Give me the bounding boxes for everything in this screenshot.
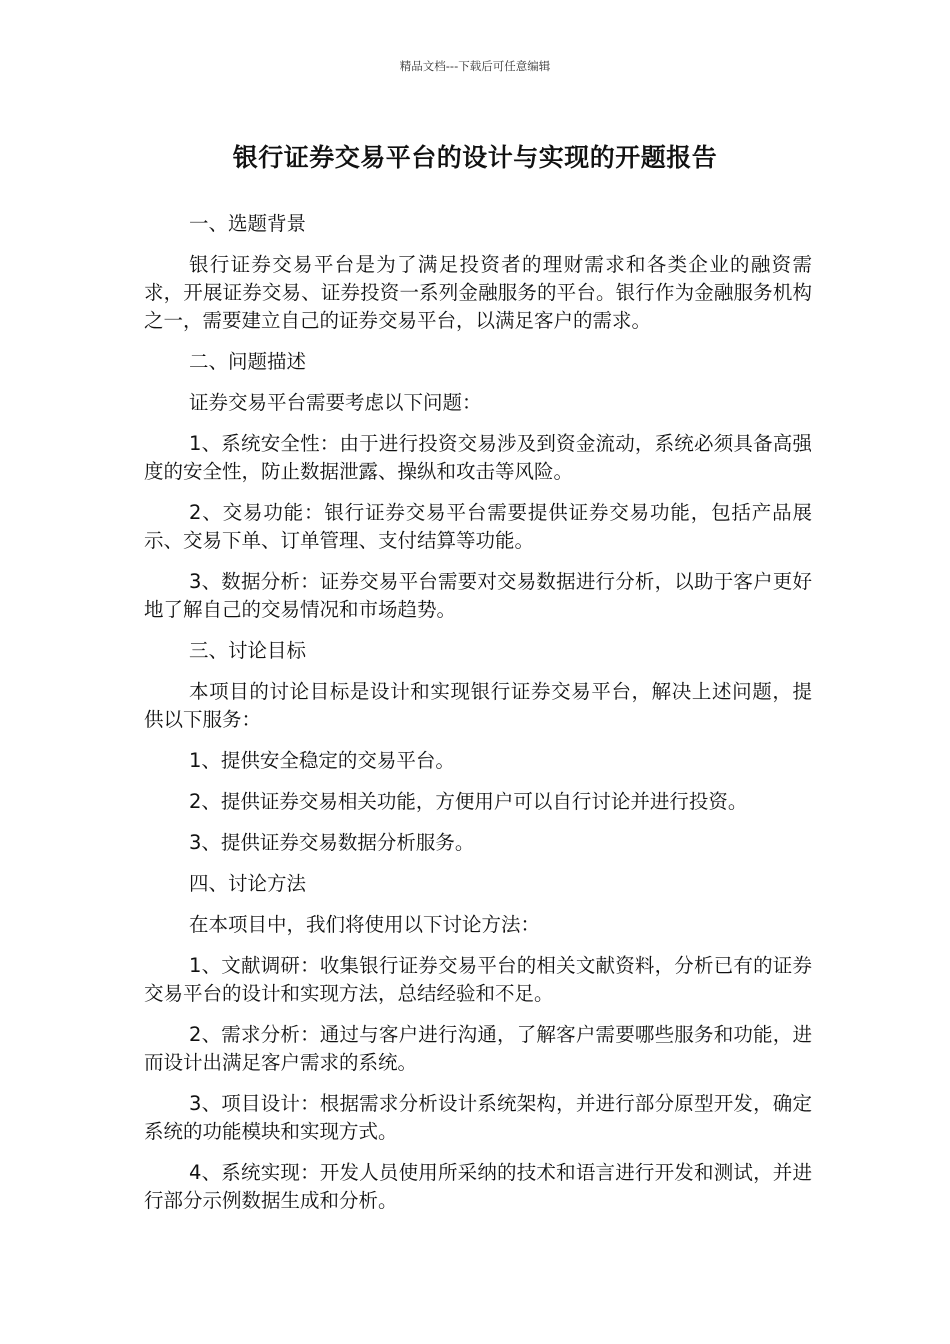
section-heading-goals: 三、讨论目标 [189, 639, 307, 662]
section-heading-problem: 二、问题描述 [189, 350, 307, 373]
header-note: 精品文档---下载后可任意编辑 [399, 59, 551, 73]
paragraph-problem-intro: 证券交易平台需要考虑以下问题： [189, 391, 482, 414]
list-item-method-1: 1、文献调研：收集银行证券交易平台的相关文献资料，分析已有的证券交易平台的设计和实现方法，总结经验和不足。 [144, 954, 812, 1005]
section-heading-background: 一、选题背景 [189, 212, 307, 235]
list-item-goal-3: 3、提供证券交易数据分析服务。 [189, 831, 475, 854]
paragraph-goals-intro: 本项目的讨论目标是设计和实现银行证券交易平台，解决上述问题，提供以下服务： [144, 680, 812, 731]
list-item-trading: 2、交易功能：银行证券交易平台需要提供证券交易功能，包括产品展示、交易下单、订单管理、支付结算等功能。 [144, 501, 812, 552]
list-item-method-4: 4、系统实现：开发人员使用所采纳的技术和语言进行开发和测试，并进行部分示例数据生成和分析。 [144, 1161, 812, 1212]
document-body [144, 210, 812, 1228]
list-item-analysis: 3、数据分析：证券交易平台需要对交易数据进行分析，以助于客户更好地了解自己的交易情况和市场趋势。 [144, 570, 812, 621]
list-item-security: 1、系统安全性：由于进行投资交易涉及到资金流动，系统必须具备高强度的安全性，防止数据泄露、操纵和攻击等风险。 [144, 432, 812, 483]
paragraph-background: 银行证券交易平台是为了满足投资者的理财需求和各类企业的融资需求，开展证券交易、证券投资一系列金融服务的平台。银行作为金融服务机构之一，需要建立自己的证券交易平台，以满足客户的需求。 [144, 253, 812, 332]
list-item-method-3: 3、项目设计：根据需求分析设计系统架构，并进行部分原型开发，确定系统的功能模块和实现方式。 [144, 1092, 812, 1143]
list-item-method-2: 2、需求分析：通过与客户进行沟通，了解客户需要哪些服务和功能，进而设计出满足客户需求的系统。 [144, 1023, 812, 1074]
document-title: 银行证券交易平台的设计与实现的开题报告 [232, 143, 718, 172]
section-heading-methods: 四、讨论方法 [189, 872, 307, 895]
paragraph-methods-intro: 在本项目中，我们将使用以下讨论方法： [189, 913, 541, 936]
list-item-goal-2: 2、提供证券交易相关功能，方便用户可以自行讨论并进行投资。 [189, 790, 748, 813]
list-item-goal-1: 1、提供安全稳定的交易平台。 [189, 749, 455, 772]
